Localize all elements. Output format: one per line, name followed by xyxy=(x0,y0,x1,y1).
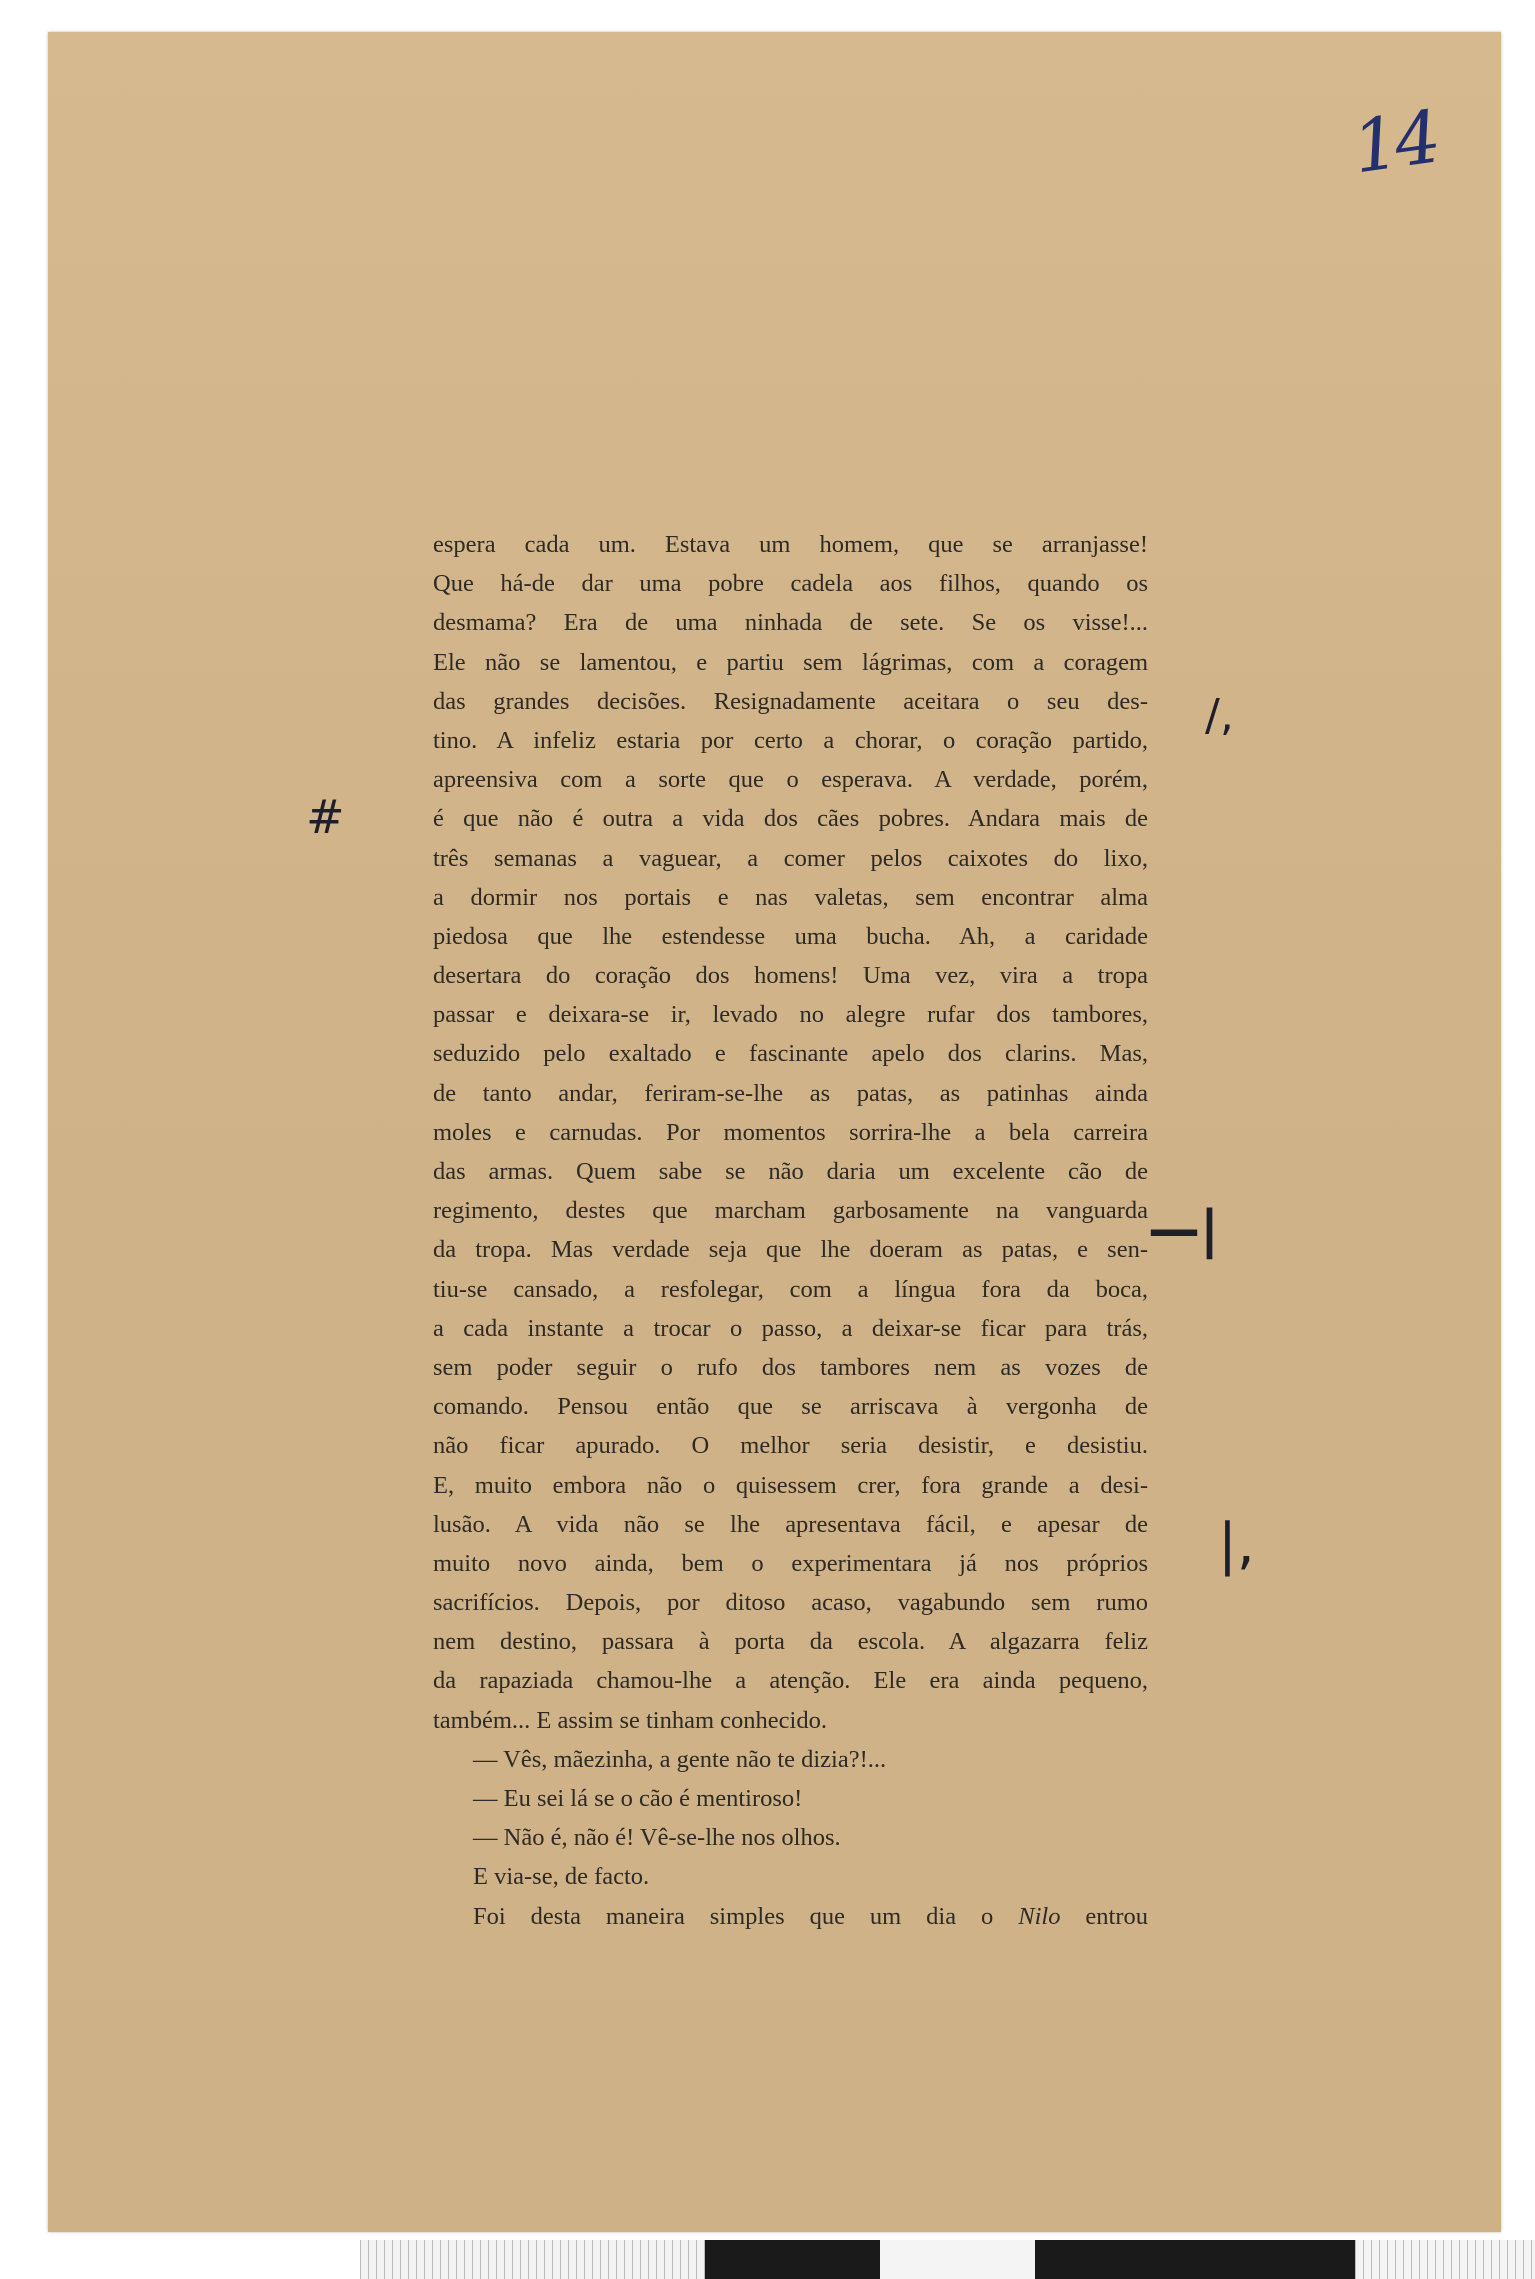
text-line: das grandes decisões. Resignadamente aceitara o seu des- xyxy=(433,687,1148,715)
text-line: das armas. Quem sabe se não daria um excelente cão de xyxy=(433,1158,1148,1185)
margin-mark-arrow: —| xyxy=(1148,1200,1219,1260)
dialogue-line: — Eu sei lá se o cão é mentiroso! xyxy=(473,1785,803,1812)
text-line: da rapaziada chamou-lhe a atenção. Ele era ainda pequeno, xyxy=(433,1667,1148,1695)
text-line: apreensiva com a sorte que o esperava. A verdade, porém, xyxy=(433,766,1148,794)
final-line xyxy=(433,1897,1148,1936)
dialogue-line: — Vês, mãezinha, a gente não te dizia?!... xyxy=(473,1745,887,1773)
text-line: também... E assim se tinham conhecido. xyxy=(433,1706,827,1734)
text-line: moles e carnudas. Por momentos sorrira-lhe a bela carreira xyxy=(433,1118,1148,1146)
text-line: Que há-de dar uma pobre cadela aos filhos, quando os xyxy=(433,570,1148,598)
margin-mark-slash-2: |, xyxy=(1218,1512,1255,1577)
dog-name: Nilo xyxy=(1018,1902,1061,1930)
text-line: sem poder seguir o rufo dos tambores nem as vozes de xyxy=(433,1353,1148,1381)
text-line: não ficar apurado. O melhor seria desistir, e desistiu. xyxy=(433,1432,1148,1460)
text-line: E, muito embora não o quisessem crer, fora grande a desi- xyxy=(433,1471,1148,1499)
text-line: três semanas a vaguear, a comer pelos caixotes do lixo, xyxy=(433,844,1148,872)
ruler-ticks xyxy=(360,2240,705,2279)
ruler-white-block xyxy=(880,2240,1035,2279)
margin-mark-slash-1: /, xyxy=(1205,690,1234,741)
text-line: da tropa. Mas verdade seja que lhe doeram as patas, e sen- xyxy=(433,1236,1148,1264)
text-line: passar e deixara-se ir, levado no alegre rufar dos tambores, xyxy=(433,1001,1148,1029)
margin-mark-hash: # xyxy=(306,790,345,844)
text-line: seduzido pelo exaltado e fascinante apelo dos clarins. Mas, xyxy=(433,1040,1148,1068)
text-line: a cada instante a trocar o passo, a deixar-se ficar para trás, xyxy=(433,1314,1148,1342)
text-line: desmama? Era de uma ninhada de sete. Se os visse!... xyxy=(433,609,1148,637)
dialogue-line: E via-se, de facto. xyxy=(473,1863,650,1891)
text-line: piedosa que lhe estendesse uma bucha. Ah, a caridade xyxy=(433,922,1148,950)
text-line: Ele não se lamentou, e partiu sem lágrimas, com a coragem xyxy=(433,648,1148,676)
body-text xyxy=(433,525,1148,1936)
color-scale-ruler xyxy=(360,2240,1535,2279)
dialogue-line: — Não é, não é! Vê-se-lhe nos olhos. xyxy=(473,1824,841,1852)
text-line: desertara do coração dos homens! Uma vez, vira a tropa xyxy=(433,962,1148,990)
text-line: a dormir nos portais e nas valetas, sem encontrar alma xyxy=(433,883,1148,911)
text-line: é que não é outra a vida dos cães pobres. Andara mais de xyxy=(433,805,1148,833)
text-line: lusão. A vida não se lhe apresentava fácil, e apesar de xyxy=(433,1510,1148,1538)
text-line: tiu-se cansado, a resfolegar, com a língua fora da boca, xyxy=(433,1275,1148,1303)
ruler-ticks xyxy=(1355,2240,1535,2279)
text-line: de tanto andar, feriram-se-lhe as patas, as patinhas ainda xyxy=(433,1079,1148,1107)
text-line: nem destino, passara à porta da escola. A algazarra feliz xyxy=(433,1628,1148,1656)
text-line: muito novo ainda, bem o experimentara já nos próprios xyxy=(433,1549,1148,1577)
ruler-black-block xyxy=(1035,2240,1355,2279)
text-line: regimento, destes que marcham garbosamente na vanguarda xyxy=(433,1197,1148,1225)
handwritten-page-number: 14 xyxy=(1347,94,1443,190)
text-line: sacrifícios. Depois, por ditoso acaso, vagabundo sem rumo xyxy=(433,1589,1148,1617)
ruler-black-block xyxy=(705,2240,880,2279)
final-line-before: Foi desta maneira simples que um dia o xyxy=(473,1902,1019,1930)
text-line: tino. A infeliz estaria por certo a chorar, o coração partido, xyxy=(433,726,1148,754)
final-line-after: entrou xyxy=(1060,1902,1148,1930)
text-line: espera cada um. Estava um homem, que se arranjasse! xyxy=(433,531,1148,558)
text-line: comando. Pensou então que se arriscava à vergonha de xyxy=(433,1393,1148,1421)
